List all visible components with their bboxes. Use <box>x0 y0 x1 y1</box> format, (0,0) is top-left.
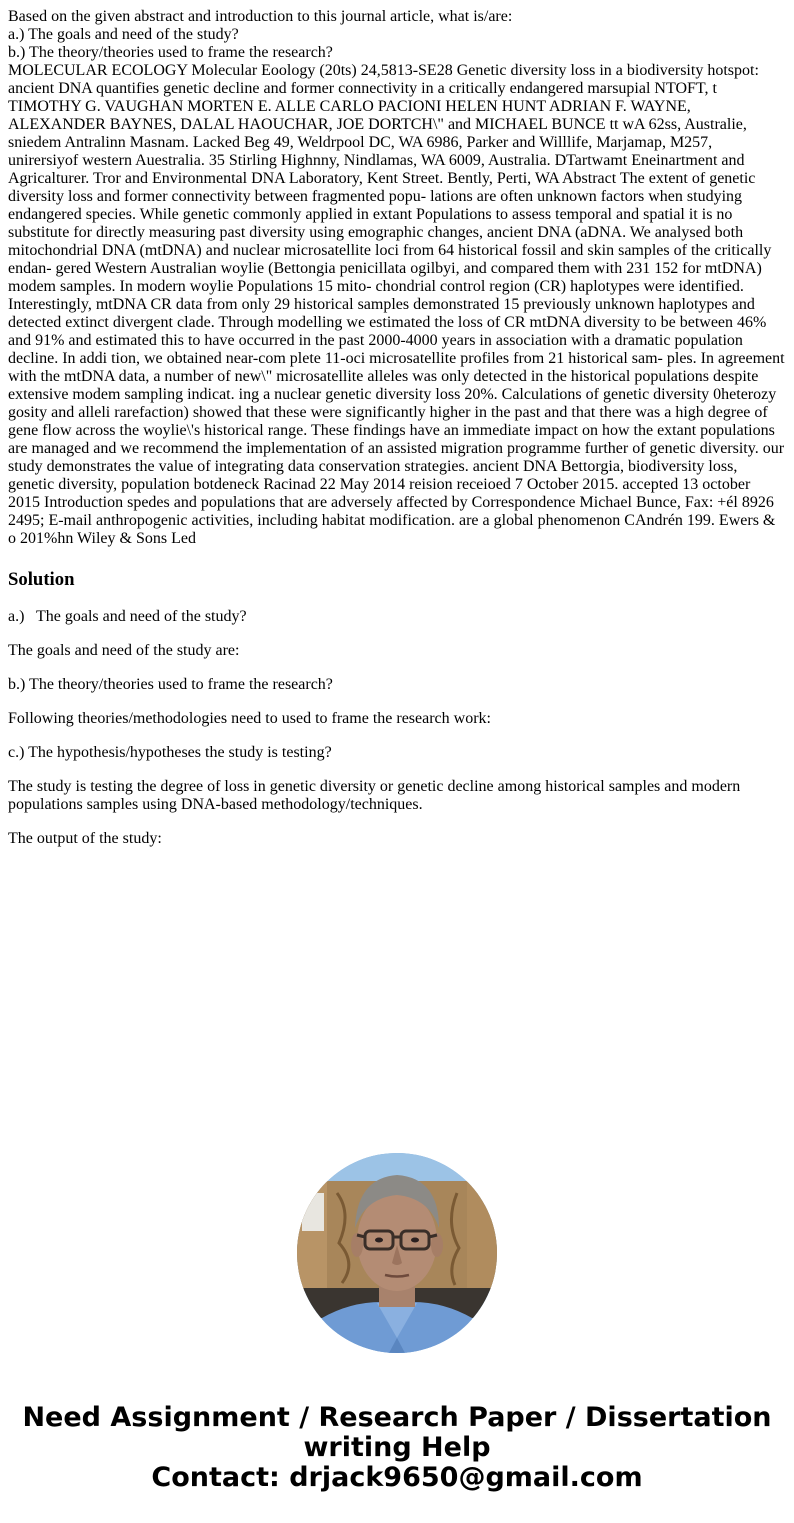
solution-heading: Solution <box>8 569 75 590</box>
question-intro: Based on the given abstract and introduction to this journal article, what is/are: <box>8 8 513 25</box>
question-part-a: a.) The goals and need of the study? <box>8 26 239 43</box>
footer-line-2: writing Help <box>303 1432 491 1463</box>
solution-part-b-answer: Following theories/methodologies need to used to frame the research work: <box>8 710 491 727</box>
solution-part-a-answer: The goals and need of the study are: <box>8 642 240 659</box>
person-photo-avatar-icon <box>297 1153 497 1353</box>
question-part-b: b.) The theory/theories used to frame the research? <box>8 44 333 61</box>
part-a-question-text: The goals and need of the study? <box>36 608 247 625</box>
solution-part-c-question: c.) The hypothesis/hypotheses the study is testing? <box>8 744 332 761</box>
article-text: MOLECULAR ECOLOGY Molecular Eoology (20ts) 24,5813-SE28 Genetic diversity loss in a biodiversity hotspot: ancient DNA quantifies genetic decline and former connectivity in a critically endangered marsupial NTOFT, t TIMOTHY G. VAUGHAN MORTEN E. ALLE CARLO PACIONI HELEN HUNT ADRIAN F. WAYNE, ALEXANDER BAYNES, DALAL HAOUCHAR, JOE DORTCH\" and MICHAEL BUNCE tt wA 62ss, Australie, sniedem Antralinn Masnam. Lacked Beg 49, Weldrpool DC, WA 6986, Parker and Willlife, Marjamap, M257, unirersiyof western Auestralia. 35 Stirling Highnny, Nindlamas, WA 6009, Australia. DTartwamt Eneinartment and Agricalturer. Tror and Environmental DNA Laboratory, Kent Street. Bently, Perti, WA Abstract The extent of genetic diversity loss and former connectivity between fragmented popu- lations are often unknown factors when studying endangered species. While genetic commonly applied in extant Populations to assess temporal and spatial it is no substitute for directly measuring past diversity using emographic changes, ancient DNA (aDNA. We analysed both mitochondrial DNA (mtDNA) and nuclear microsatellite loci from 64 historical fossil and skin samples of the critically endan- gered Western Australian woylie (Bettongia penicillata ogilbyi, and compared them with 231 152 for mtDNA) modem samples. In modern woylie Populations 15 mito- chondrial control region (CR) haplotypes were identified. Interestingly, mtDNA CR data from only 29 historical samples demonstrated 15 previously unknown haplotypes and detected extinct divergent clade. Through modelling we estimated the loss of CR mtDNA diversity to be between 46% and 91% and estimated this to have occurred in the past 2000-4000 years in association with a dramatic population decline. In addi tion, we obtained near-com plete 11-oci microsatellite profiles from 21 historical sam- ples. In agreement with the mtDNA data, a number of new\" microsatellite alleles was only detected in the historical populations despite extensive modem sampling indicat. ing a nuclear genetic diversity loss 20%. Calculations of genetic diversity 0heterozy gosity and alleli rarefaction) showed that these were significantly higher in the past and that there was a high degree of gene flow across the woylie\'s historical range. These findings have an immediate impact on how the extant populations are managed and we recommend the implementation of an assisted migration programme further of genetic diversity. our study demonstrates the value of integrating data conservation strategies. ancient DNA Bettorgia, biodiversity loss, genetic diversity, population botdeneck Racinad 22 May 2014 reision receioed 7 October 2015. accepted 13 october 2015 Introduction spedes and populations that are adversely affected by Correspondence Michael Bunce, Fax: +él 8926 2495; E-mail anthropogenic activities, including habitat modification. are a global phenomenon CAndrén 199. Ewers & o 201%hn Wiley & Sons Led <box>8 62 785 547</box>
solution-part-c-answer: The study is testing the degree of loss in genetic diversity or genetic decline among historical samples and modern populations samples using DNA-based methodology/techniques. <box>8 778 741 813</box>
solution-output-label: The output of the study: <box>8 830 162 847</box>
footer-line-1: Need Assignment / Research Paper / Dissertation <box>22 1402 772 1433</box>
contact-footer <box>0 1403 794 1493</box>
footer-contact-email: Contact: drjack9650@gmail.com <box>151 1462 643 1493</box>
solution-block <box>8 608 786 848</box>
avatar <box>297 1153 497 1353</box>
solution-part-b-question: b.) The theory/theories used to frame the research? <box>8 676 333 693</box>
part-a-label: a.) <box>8 608 25 625</box>
question-block <box>8 8 786 548</box>
solution-part-a-question <box>8 608 786 626</box>
